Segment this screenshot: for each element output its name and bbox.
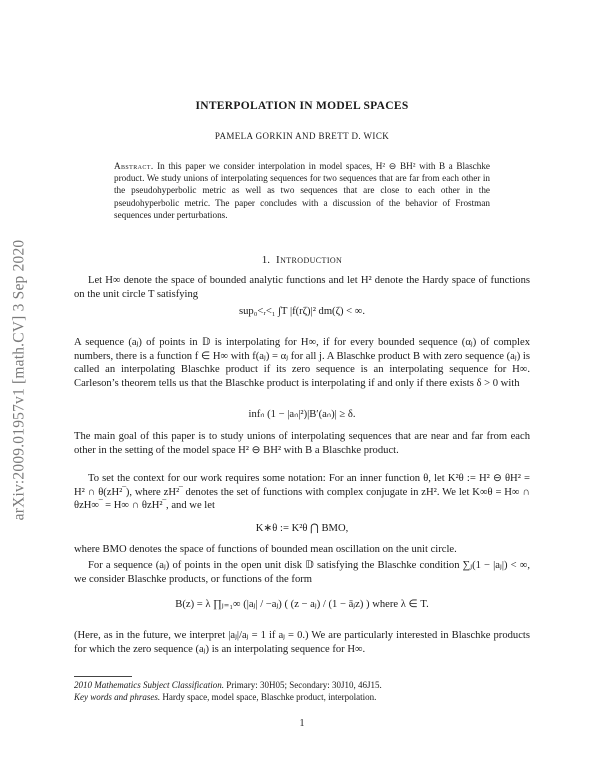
abstract-label: Abstract. bbox=[114, 161, 154, 171]
equation-2: infₙ (1 − |aₙ|²)|B′(aₙ)| ≥ δ. bbox=[248, 409, 356, 420]
paper-title: INTERPOLATION IN MODEL SPACES bbox=[195, 100, 409, 112]
paper-authors: PAMELA GORKIN AND BRETT D. WICK bbox=[214, 131, 390, 141]
paragraph-4: To set the context for our work requires some notation: For an inner function θ, let K²θ := H² ⊖ θH² = H² ∩ θ(zH²‾), where zH²‾ denotes the set of functions with complex conjugate in zH². We let K∞θ = H∞ ∩ θzH∞‾ = H∞ ∩ θzH²‾, and we let bbox=[74, 473, 530, 512]
footnote-keywords bbox=[74, 691, 530, 703]
paragraph-6: For a sequence (aⱼ) of points in the open unit disk 𝔻 satisfying the Blaschke condition ∑ⱼ(1 − |aⱼ|) < ∞, we consider Blaschke products, or functions of the form bbox=[74, 560, 530, 585]
footnote-msc-label: 2010 Mathematics Subject Classification. bbox=[74, 680, 224, 690]
equation-3: K∗θ := K²θ ⋂ BMO, bbox=[255, 523, 349, 534]
paragraph-1: Let H∞ denote the space of bounded analytic functions and let H² denote the Hardy space of functions on the unit circle T satisfying bbox=[74, 275, 530, 300]
arxiv-identifier: arXiv:2009.01957v1 [math.CV] 3 Sep 2020 bbox=[10, 239, 27, 521]
paragraph-3: The main goal of this paper is to study unions of interpolating sequences that are near and far from each other in the setting of the model space H² ⊖ BH² with B a Blaschke product. bbox=[74, 431, 530, 456]
page-number: 1 bbox=[299, 718, 305, 729]
footnote-rule bbox=[74, 676, 132, 677]
section-title: Introduction bbox=[276, 254, 343, 266]
abstract bbox=[114, 160, 490, 221]
section-heading bbox=[74, 254, 530, 266]
equation-4: B(z) = λ ∏ⱼ₌₁∞ (|aⱼ| / −aⱼ) ( (z − aⱼ) / (1 − āⱼz) ) where λ ∈ T. bbox=[175, 599, 429, 610]
footnote-msc-text: Primary: 30H05; Secondary: 30J10, 46J15. bbox=[226, 680, 382, 690]
paragraph-7: (Here, as in the future, we interpret |aⱼ|/aⱼ = 1 if aⱼ = 0.) We are particularly interested in Blaschke products for which the zero sequence (aⱼ) is an interpolating sequence for H∞. bbox=[74, 630, 530, 655]
abstract-text: In this paper we consider interpolation in model spaces, H² ⊖ BH² with B a Blaschke product. We study unions of interpolating sequences for two sequences that are far from each other in the pseudohyperbolic metric as well as two sequences that are close to each other in the pseudohyperbolic metric. The paper concludes with a discussion of the behavior of Frostman sequences under perturbations. bbox=[114, 161, 491, 220]
paragraph-5: where BMO denotes the space of functions of bounded mean oscillation on the unit circle. bbox=[74, 544, 457, 555]
arxiv-identifier-sidebar bbox=[2, 170, 36, 590]
footnote-keywords-label: Key words and phrases. bbox=[74, 692, 161, 702]
section-number: 1. bbox=[261, 254, 270, 266]
footnote-keywords-text: Hardy space, model space, Blaschke product, interpolation. bbox=[162, 692, 377, 702]
equation-1: sup₀<ᵣ<₁ ∫T |f(rζ)|² dm(ζ) < ∞. bbox=[239, 306, 365, 317]
footnote-msc bbox=[74, 679, 530, 691]
paragraph-2: A sequence (aⱼ) of points in 𝔻 is interpolating for H∞, if for every bounded sequence (αⱼ) of complex numbers, there is a function f ∈ H∞ with f(aⱼ) = αⱼ for all j. A Blaschke product B with zero sequence (aⱼ) is called an interpolating Blaschke product if its zero sequence is an interpolating sequence for H∞. Carleson’s theorem tells us that the Blaschke product is interpolating if and only if there exists δ > 0 with bbox=[74, 337, 530, 389]
